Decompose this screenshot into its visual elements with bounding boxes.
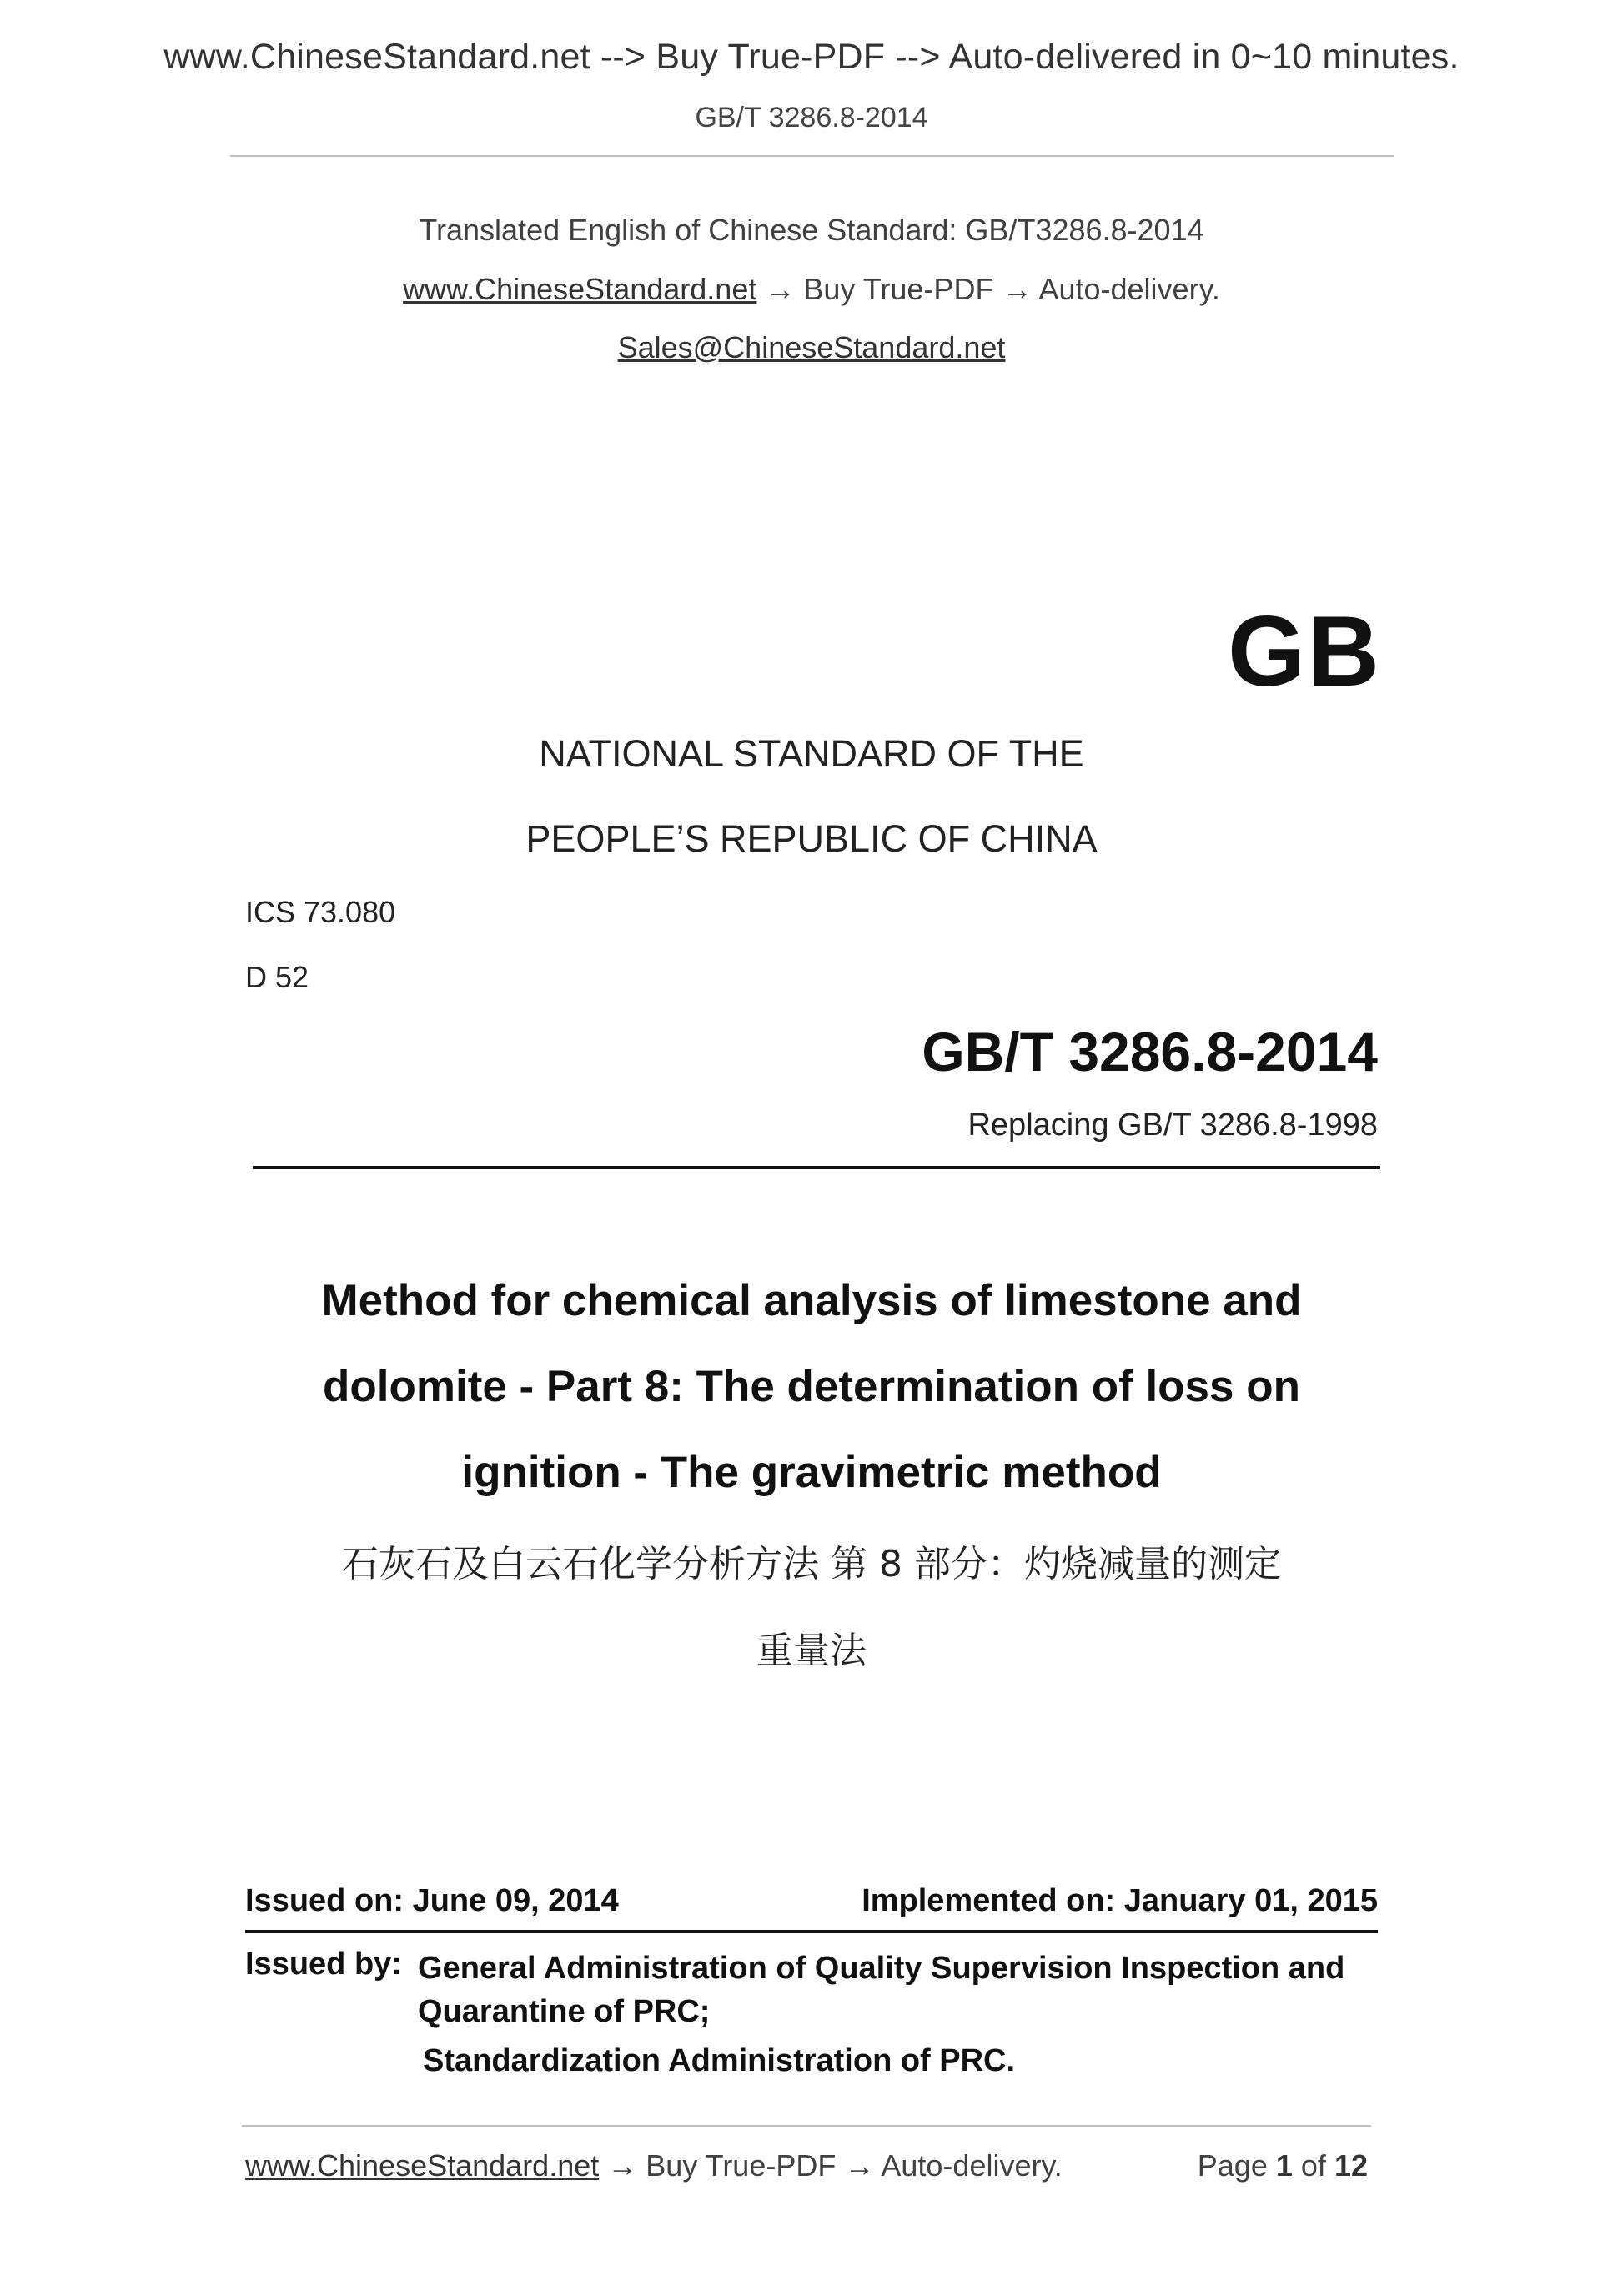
top-banner: www.ChineseStandard.net --> Buy True-PDF --> Auto-delivered in 0~10 minutes. <box>163 37 1460 77</box>
buy-text: Buy True-PDF <box>803 272 994 306</box>
arrow-right-icon: → <box>765 272 796 306</box>
chinese-title-line: 石灰石及白云石化学分析方法 第 8 部分：灼烧减量的测定 <box>342 1543 1281 1585</box>
arrow-right-icon: → <box>844 2148 875 2183</box>
site-link[interactable]: www.ChineseStandard.net <box>403 272 757 306</box>
page-indicator <box>1198 2148 1368 2183</box>
english-title-line: Method for chemical analysis of limestone and <box>321 1276 1302 1325</box>
national-standard-line-2: PEOPLE’S REPUBLIC OF CHINA <box>525 817 1098 860</box>
header-standard-code: GB/T 3286.8-2014 <box>695 102 928 133</box>
chinese-title <box>0 1521 1623 1695</box>
arrow-right-icon: → <box>1002 272 1033 306</box>
standard-number: GB/T 3286.8-2014 <box>922 1021 1378 1083</box>
english-title-line: ignition - The gravimetric method <box>461 1448 1162 1497</box>
ics-code: ICS 73.080 <box>245 895 396 929</box>
footer-divider <box>242 2125 1371 2127</box>
footer-site-link[interactable]: www.ChineseStandard.net <box>245 2148 600 2183</box>
footer-delivery-text: Auto-delivery. <box>881 2148 1063 2183</box>
header-divider <box>230 155 1394 157</box>
english-title-line: dolomite - Part 8: The determination of loss on <box>323 1362 1300 1411</box>
issued-by-label: Issued by: <box>245 1947 402 1982</box>
delivery-text: Auto-delivery. <box>1038 272 1220 306</box>
buy-line <box>0 272 1623 307</box>
implemented-on-date: Implemented on: January 01, 2015 <box>862 1883 1378 1918</box>
issuing-authority-2: Standardization Administration of PRC. <box>423 2043 1016 2078</box>
issued-on-date: Issued on: June 09, 2014 <box>245 1883 619 1918</box>
page-total: 12 <box>1334 2148 1368 2183</box>
arrow-right-icon: → <box>607 2148 638 2183</box>
translated-notice: Translated English of Chinese Standard: GB/T3286.8-2014 <box>419 213 1204 247</box>
english-title <box>0 1258 1623 1515</box>
chinese-title-line: 重量法 <box>756 1630 867 1672</box>
issued-divider <box>245 1930 1378 1933</box>
footer-links <box>245 2148 1063 2183</box>
page-current: 1 <box>1275 2148 1293 2183</box>
gb-logo: GB <box>1228 595 1381 707</box>
replacing-note: Replacing GB/T 3286.8-1998 <box>967 1108 1378 1143</box>
footer-buy-text: Buy True-PDF <box>646 2148 837 2183</box>
page-of: of <box>1300 2148 1326 2183</box>
title-divider <box>253 1166 1380 1169</box>
sales-email-link[interactable]: Sales@ChineseStandard.net <box>617 330 1006 364</box>
page-word: Page <box>1197 2148 1268 2183</box>
issuing-authority-1: General Administration of Quality Supervision Inspection and Quarantine of PRC; <box>418 1951 1345 2029</box>
sales-line <box>0 330 1623 365</box>
ccs-code: D 52 <box>245 960 309 994</box>
national-standard-line-1: NATIONAL STANDARD OF THE <box>539 732 1084 775</box>
